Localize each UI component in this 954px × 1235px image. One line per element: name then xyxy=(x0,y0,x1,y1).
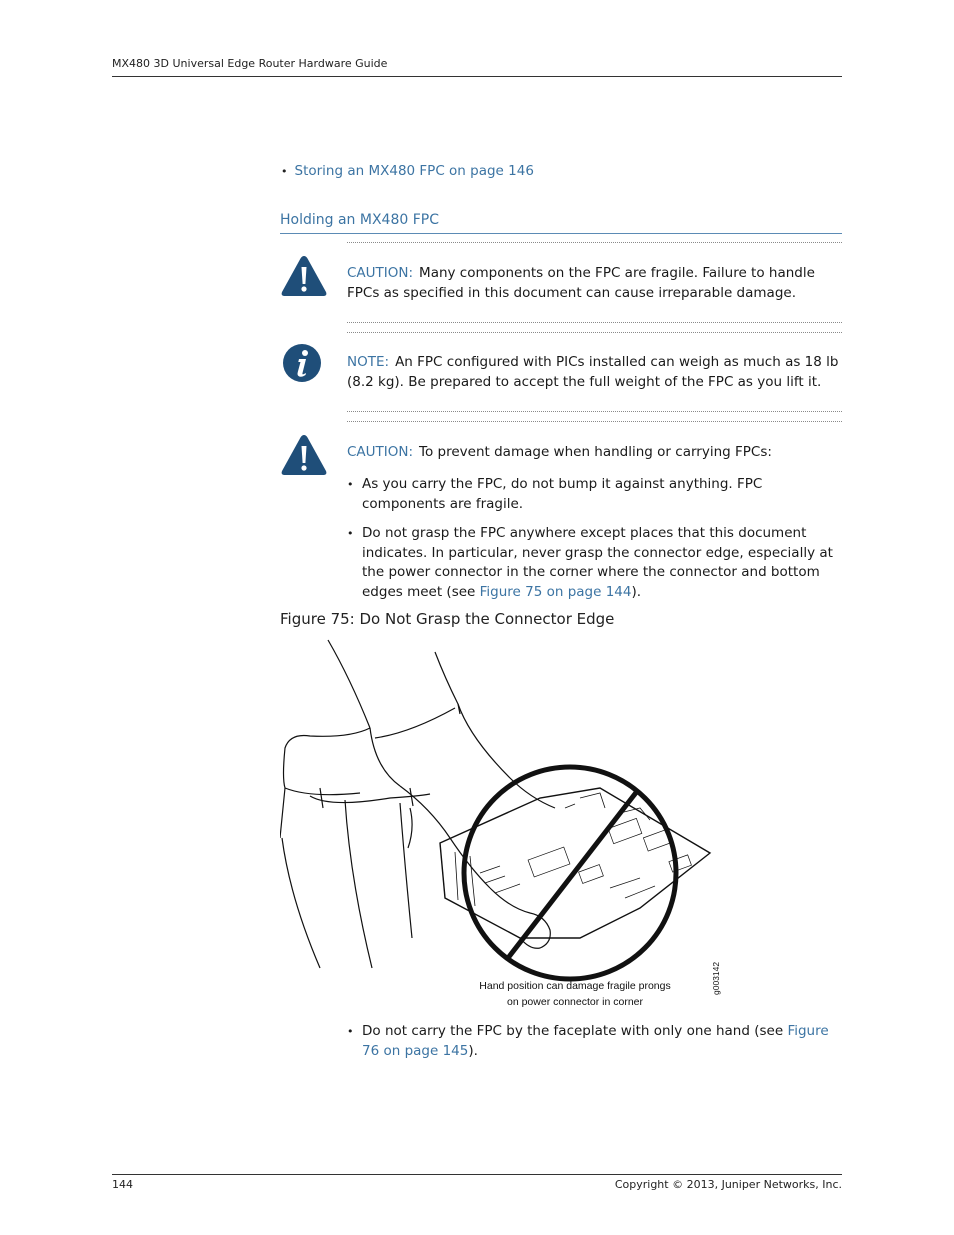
figure-76-link[interactable]: Figure 76 on page 145 xyxy=(362,1023,829,1059)
list-item-text-end: ). xyxy=(631,583,642,600)
section-title: Holding an MX480 FPC xyxy=(280,212,439,228)
divider xyxy=(347,421,842,422)
related-topic-item xyxy=(281,163,534,179)
list-item: • As you carry the FPC, do not bump it against anything. FPC components are fragile. xyxy=(347,475,842,514)
caution-1 xyxy=(347,263,842,303)
divider xyxy=(347,242,842,243)
bullet-glyph: • xyxy=(281,165,288,178)
figure-id: g003142 xyxy=(711,961,721,995)
list-item-text-end: ). xyxy=(468,1042,478,1059)
caution-label: CAUTION: xyxy=(347,444,414,460)
divider xyxy=(347,332,842,333)
figure-illustration xyxy=(280,638,760,1013)
caution-label: CAUTION: xyxy=(347,265,414,281)
divider xyxy=(347,411,842,412)
note-text: An FPC configured with PICs installed can weigh as much as 18 lb (8.2 kg). Be prepared to accept the full weight of the FPC as you lift it. xyxy=(347,354,839,390)
header-rule xyxy=(112,76,842,77)
caution-icon xyxy=(280,254,328,298)
figure-caption-line1: Hand position can damage fragile prongs xyxy=(479,980,671,992)
section-rule xyxy=(280,233,842,234)
list-item xyxy=(347,524,842,602)
figure-75-link[interactable]: Figure 75 on page 144 xyxy=(479,583,632,600)
caution-2 xyxy=(347,442,842,462)
figure-title: Figure 75: Do Not Grasp the Connector Edge xyxy=(280,610,615,628)
caution-text: To prevent damage when handling or carrying FPCs: xyxy=(419,444,772,460)
related-topic-link[interactable]: Storing an MX480 FPC on page 146 xyxy=(294,163,534,179)
page-number: 144 xyxy=(112,1178,133,1191)
footer-rule xyxy=(112,1174,842,1175)
copyright: Copyright © 2013, Juniper Networks, Inc. xyxy=(614,1178,842,1191)
caution-bullet-list xyxy=(347,475,842,602)
divider xyxy=(347,322,842,323)
bullet-list-2 xyxy=(347,1022,842,1061)
list-item xyxy=(347,1022,842,1061)
figure-caption-line2: on power connector in corner xyxy=(507,996,643,1008)
list-item-text: Do not grasp the FPC anywhere except places that this document indicates. In particular, never grasp the connector edge, especially at the power connector in the corner where the connector and bottom edges meet (see xyxy=(362,525,833,600)
note-label: NOTE: xyxy=(347,354,390,370)
note-1 xyxy=(347,352,842,392)
caution-icon xyxy=(280,433,328,477)
caution-text: Many components on the FPC are fragile. Failure to handle FPCs as specified in this document can cause irreparable damage. xyxy=(347,265,815,301)
list-item-text: Do not carry the FPC by the faceplate with only one hand (see xyxy=(362,1023,788,1039)
page-header-title: MX480 3D Universal Edge Router Hardware Guide xyxy=(112,57,388,70)
info-icon xyxy=(282,343,322,383)
